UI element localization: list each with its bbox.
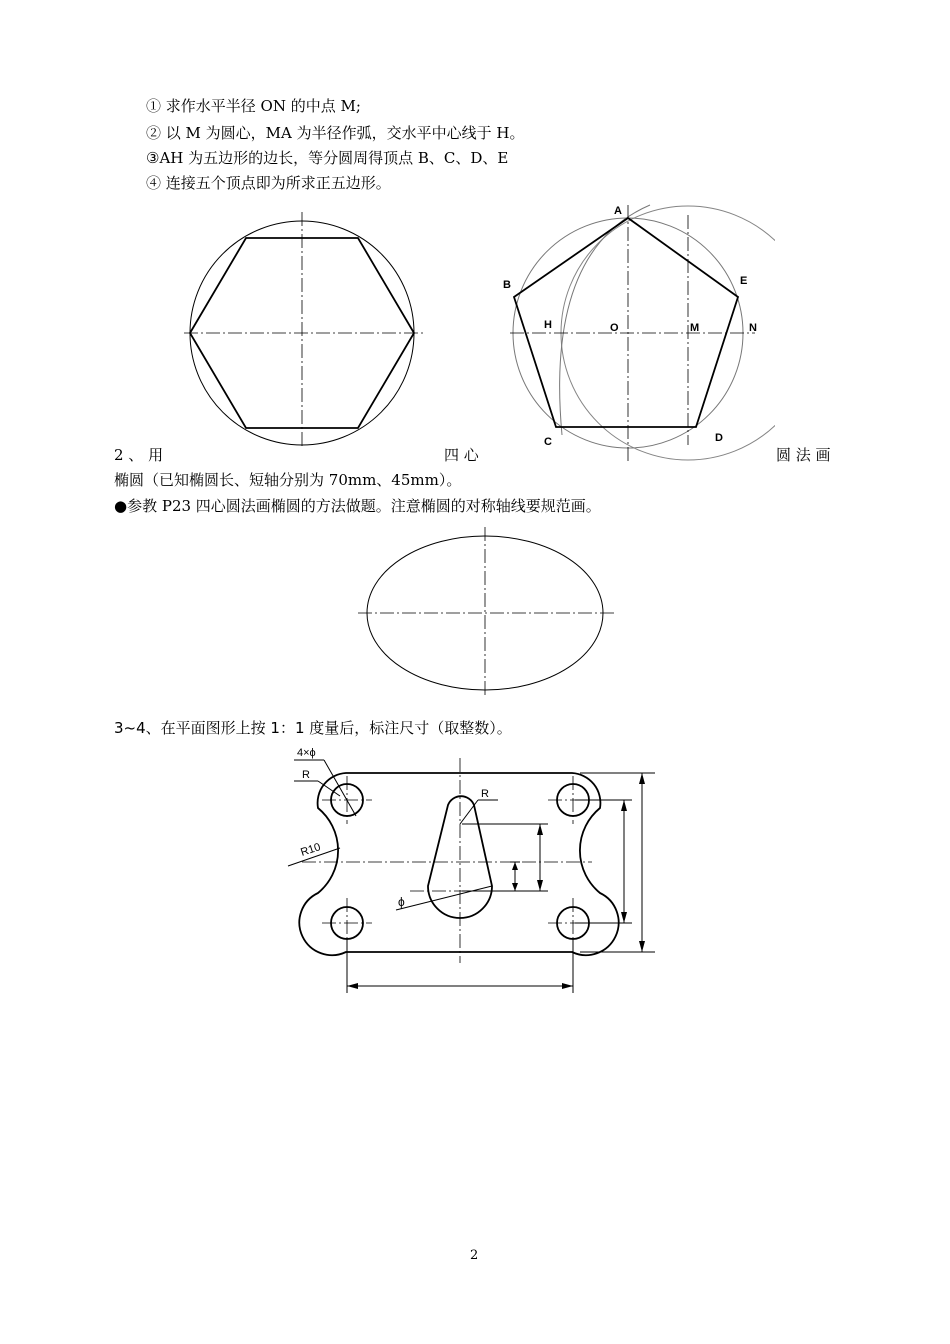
section3-title: 3~4、在平面图形上按 1：1 度量后，标注尺寸（取整数）。 <box>114 719 512 737</box>
arrow <box>639 773 645 784</box>
step-3: ③AH 为五边形的边长，等分圆周得顶点 B、C、D、E <box>146 149 509 167</box>
arrow <box>562 983 573 989</box>
label-d: D <box>715 432 723 444</box>
step-4: ④ 连接五个顶点即为所求正五边形。 <box>146 174 391 192</box>
step-2: ② 以 M 为圆心，MA 为半径作弧，交水平中心线于 H。 <box>146 124 525 142</box>
section2-part1: 2 、 用 <box>114 446 164 464</box>
label-b: B <box>503 279 511 291</box>
label-phi: ϕ <box>398 895 405 909</box>
leader <box>396 886 492 910</box>
section2-line2: 椭圆（已知椭圆长、短轴分别为 70mm、45mm）。 <box>114 471 462 489</box>
ellipse-figure <box>355 525 620 700</box>
label-r-slot: R <box>481 788 489 800</box>
arrow <box>537 880 543 891</box>
section2-part2: 四 心 <box>444 446 479 464</box>
label-r10: R10 <box>299 841 323 859</box>
label-r-small: R <box>302 769 310 781</box>
arrow <box>512 862 518 870</box>
label-h: H <box>544 319 552 331</box>
label-n: N <box>749 322 757 334</box>
arrow <box>537 824 543 835</box>
pentagon-figure <box>500 195 775 465</box>
arrow <box>512 883 518 891</box>
arrow <box>621 800 627 811</box>
arc-construction <box>560 205 650 435</box>
arrow <box>621 912 627 923</box>
arrow <box>639 941 645 952</box>
label-o: O <box>610 322 619 334</box>
arrow <box>347 983 358 989</box>
plate-figure <box>280 738 660 998</box>
label-m: M <box>690 322 700 334</box>
step-1: ① 求作水平半径 ON 的中点 M; <box>146 97 361 115</box>
label-holes: 4×ϕ <box>297 747 316 759</box>
hexagon-figure <box>180 208 430 458</box>
label-a: A <box>614 205 622 217</box>
page-number: 2 <box>470 1248 479 1263</box>
section2-part3: 圆 法 画 <box>776 446 831 464</box>
section2-bullet: ●参教 P23 四心圆法画椭圆的方法做题。注意椭圆的对称轴线要规范画。 <box>114 497 601 515</box>
label-c: C <box>544 436 552 448</box>
label-e: E <box>740 275 748 287</box>
